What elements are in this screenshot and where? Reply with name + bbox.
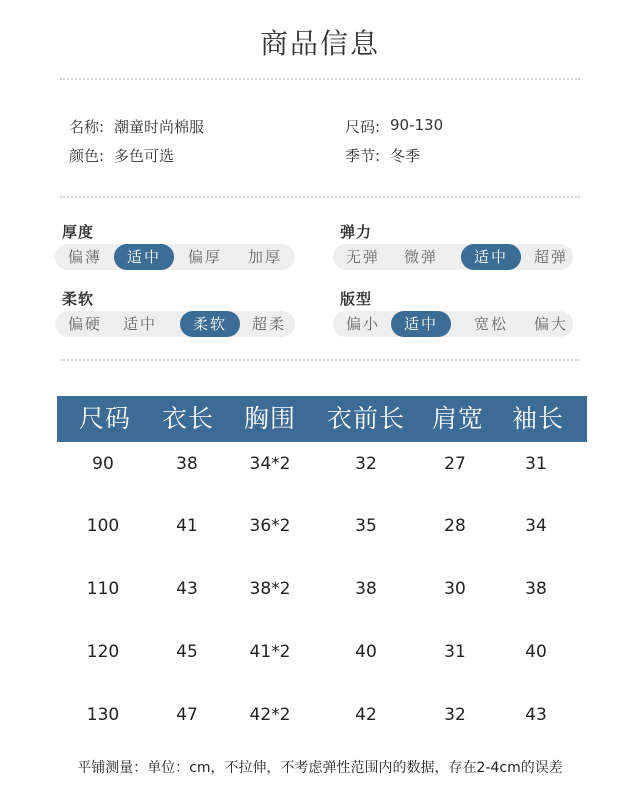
scale-title: 厚度 [62,223,95,241]
table-cell: 28 [444,516,466,536]
table-cell: 130 [86,705,120,725]
scale-option: 超弹 [533,248,568,266]
table-cell: 35 [355,516,377,536]
table-cell: 41 [176,516,198,536]
scale-option: 偏硬 [67,315,102,333]
table-cell: 90 [92,454,114,474]
scale-option-selected: 适中 [461,244,521,270]
table-cell: 34*2 [249,454,291,474]
table-cell: 32 [444,705,466,725]
column-header: 尺码 [78,404,131,433]
scale-option-selected: 柔软 [180,311,240,337]
season-value: 冬季 [390,147,421,165]
scale-option: 宽松 [473,315,508,333]
name-label: 名称: [68,118,104,136]
table-cell: 42 [355,705,377,725]
scale-option: 适中 [122,315,157,333]
table-cell: 38 [525,579,547,599]
scale-track [55,244,295,270]
scale-option: 加厚 [247,248,282,266]
table-cell: 42*2 [249,705,291,725]
table-cell: 27 [444,454,466,474]
scale-title: 柔软 [62,290,95,308]
table-cell: 30 [444,579,466,599]
color-value: 多色可选 [114,147,175,165]
column-header: 袖长 [511,404,564,433]
scale-option: 无弹 [345,248,380,266]
table-cell: 43 [176,579,198,599]
size-table-header [57,396,587,442]
scale-option: 偏大 [533,315,568,333]
size-label: 尺码: [344,118,380,136]
table-cell: 41*2 [249,642,291,662]
table-cell: 40 [525,642,547,662]
scale-option-selected: 适中 [391,311,451,337]
page-title: 商品信息 [259,27,380,60]
table-cell: 38*2 [249,579,291,599]
table-cell: 43 [525,705,547,725]
scale-track [333,244,573,270]
table-cell: 40 [355,642,377,662]
divider [60,196,580,198]
scale-title: 弹力 [340,223,373,241]
divider [60,78,580,80]
table-cell: 32 [355,454,377,474]
scale-option: 偏小 [345,315,380,333]
size-value: 90-130 [390,116,444,134]
table-cell: 100 [86,516,120,536]
season-label: 季节: [344,147,380,165]
column-header: 衣前长 [326,404,405,433]
column-header: 胸围 [243,404,296,433]
table-cell: 38 [355,579,377,599]
scale-track [55,311,295,337]
scale-option: 偏薄 [67,248,102,266]
column-header: 肩宽 [431,404,484,433]
color-label: 颜色: [68,147,104,165]
table-cell: 120 [86,642,120,662]
scale-option: 超柔 [251,315,286,333]
divider [60,359,580,361]
table-cell: 38 [176,454,198,474]
table-cell: 36*2 [249,516,291,536]
scale-title: 版型 [340,290,373,308]
scale-option: 偏厚 [187,248,222,266]
table-cell: 47 [176,705,198,725]
column-header: 衣长 [161,404,214,433]
measurement-note: 平铺测量：单位：cm，不拉伸，不考虑弹性范围内的数据，存在2-4cm的误差 [77,760,563,776]
table-cell: 45 [176,642,198,662]
name-value: 潮童时尚棉服 [114,118,205,136]
table-cell: 31 [525,454,547,474]
scale-track [333,311,573,337]
table-cell: 110 [86,579,120,599]
scale-option-selected: 适中 [114,244,174,270]
scale-option: 微弹 [403,248,438,266]
table-cell: 31 [444,642,466,662]
table-cell: 34 [525,516,547,536]
